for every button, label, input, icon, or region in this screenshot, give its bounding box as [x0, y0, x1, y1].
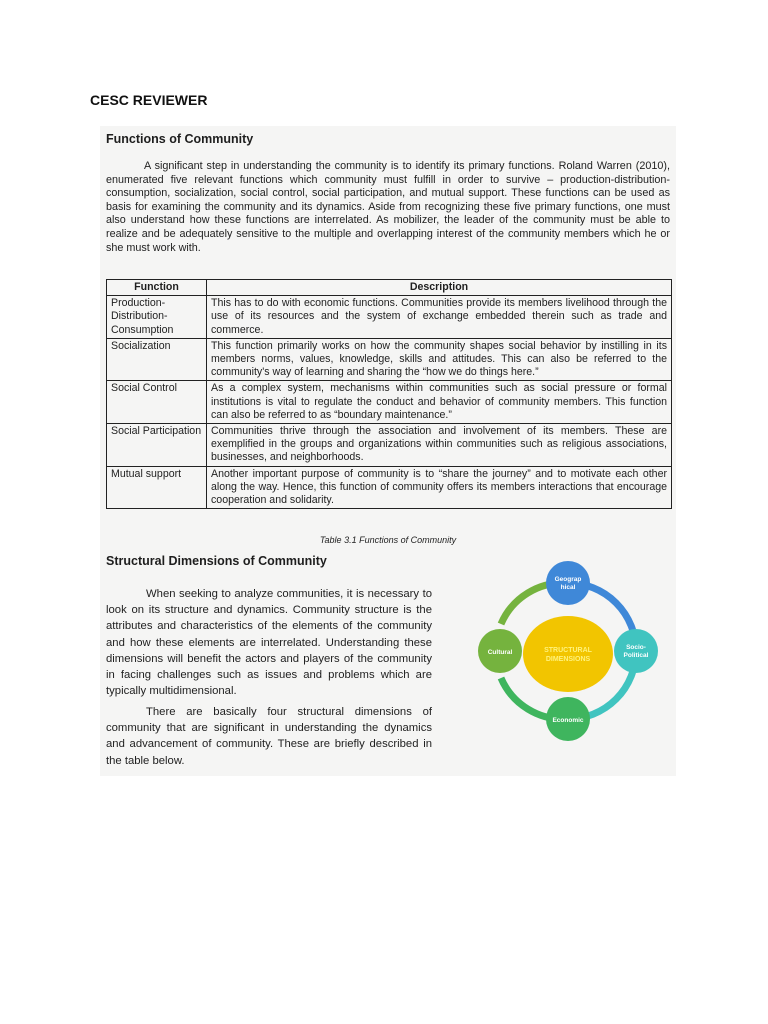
- node-socio-political-label-1: Socio-: [626, 644, 646, 651]
- description-cell: This has to do with economic functions. Communities provide its members livelihood through the use of its resources and the system of exchange embedded therein such as trade and commerce.: [207, 296, 672, 339]
- table-caption: Table 3.1 Functions of Community: [319, 535, 457, 545]
- function-cell: Social Participation: [107, 424, 207, 467]
- functions-paragraph: [106, 160, 670, 255]
- node-economic-label: Economic: [552, 717, 584, 724]
- center-label-line-1: STRUCTURAL: [544, 647, 592, 654]
- structural-dimensions-diagram: [460, 554, 676, 748]
- document-header: CESC REVIEWER: [90, 92, 208, 108]
- function-cell: Social Control: [107, 381, 207, 424]
- description-cell: Communities thrive through the association and involvement of its members. These are exemplified in the groups and organizations within communities such as religious associations, businesses, and neighborhoods.: [207, 424, 672, 467]
- header-function: Function: [107, 280, 207, 296]
- functions-table: [106, 279, 672, 509]
- table-row: [107, 296, 672, 339]
- functions-paragraph-text: A significant step in understanding the community is to identify its primary functions. Roland Warren (2010), enumerated five relevant functions which community must fulfill in order to survive – production-distribution-consumption, socialization, social control, social participation, and mutual support. These functions can be used as basis for examining the community and its dynamics. Aside from recognizing these five primary functions, one must also understand how these functions are interrelated. As mobilizer, the leader of the community must be able to realize and be adequately sensitive to the multiple and overlapping interest of the community members which he or she must work with.: [106, 160, 670, 254]
- description-cell: Another important purpose of community is to “share the journey” and to motivate each other along the way. Hence, this function of community offers its members interactions that encourage cooperation and solidarity.: [207, 466, 672, 509]
- table-row: [107, 338, 672, 381]
- node-geographical: [546, 561, 590, 605]
- description-cell: As a complex system, mechanisms within communities such as social pressure or formal institutions is vital to regulate the conduct and behavior of community members. This function can also be referred to as “boundary maintenance.”: [207, 381, 672, 424]
- node-cultural-label: Cultural: [487, 649, 513, 656]
- structural-heading: Structural Dimensions of Community: [106, 554, 327, 568]
- node-socio-political: [614, 629, 658, 673]
- table-row: [107, 381, 672, 424]
- table-row: [107, 424, 672, 467]
- structural-paragraph-1: [106, 586, 432, 699]
- center-label-line-2: DIMENSIONS: [545, 656, 591, 663]
- header-description: Description: [207, 280, 672, 296]
- table-header-row: [107, 280, 672, 296]
- structural-paragraph-2-text: There are basically four structural dimensions of community that are significant in understanding the dynamics and advancement of community. These are briefly described in the table below.: [106, 706, 432, 767]
- center-circle: [523, 616, 613, 692]
- table-row: [107, 466, 672, 509]
- node-socio-political-label-2: Political: [623, 652, 649, 659]
- description-cell: This function primarily works on how the community shapes social behavior by instilling in its members norms, values, knowledge, skills and attitudes. This can also be referred to the community's way of learning and sharing the “how we do things here.”: [207, 338, 672, 381]
- scanned-page-excerpt: [100, 126, 676, 776]
- node-geographical-label-2: hical: [560, 584, 576, 591]
- function-cell: Mutual support: [107, 466, 207, 509]
- node-geographical-label-1: Geograp: [554, 576, 582, 583]
- structural-paragraph-1-text: When seeking to analyze communities, it is necessary to look on its structure and dynamics. Community structure is the attributes and characteristics of the elements of the community and how these elements are interrelated. Understanding these dimensions will benefit the actors and players of the community in facing challenges such as issues and problems which are typically multidimensional.: [106, 588, 432, 698]
- function-cell: Production-Distribution-Consumption: [107, 296, 207, 339]
- structural-paragraph-2: [106, 704, 432, 769]
- functions-heading: Functions of Community: [106, 132, 254, 146]
- function-cell: Socialization: [107, 338, 207, 381]
